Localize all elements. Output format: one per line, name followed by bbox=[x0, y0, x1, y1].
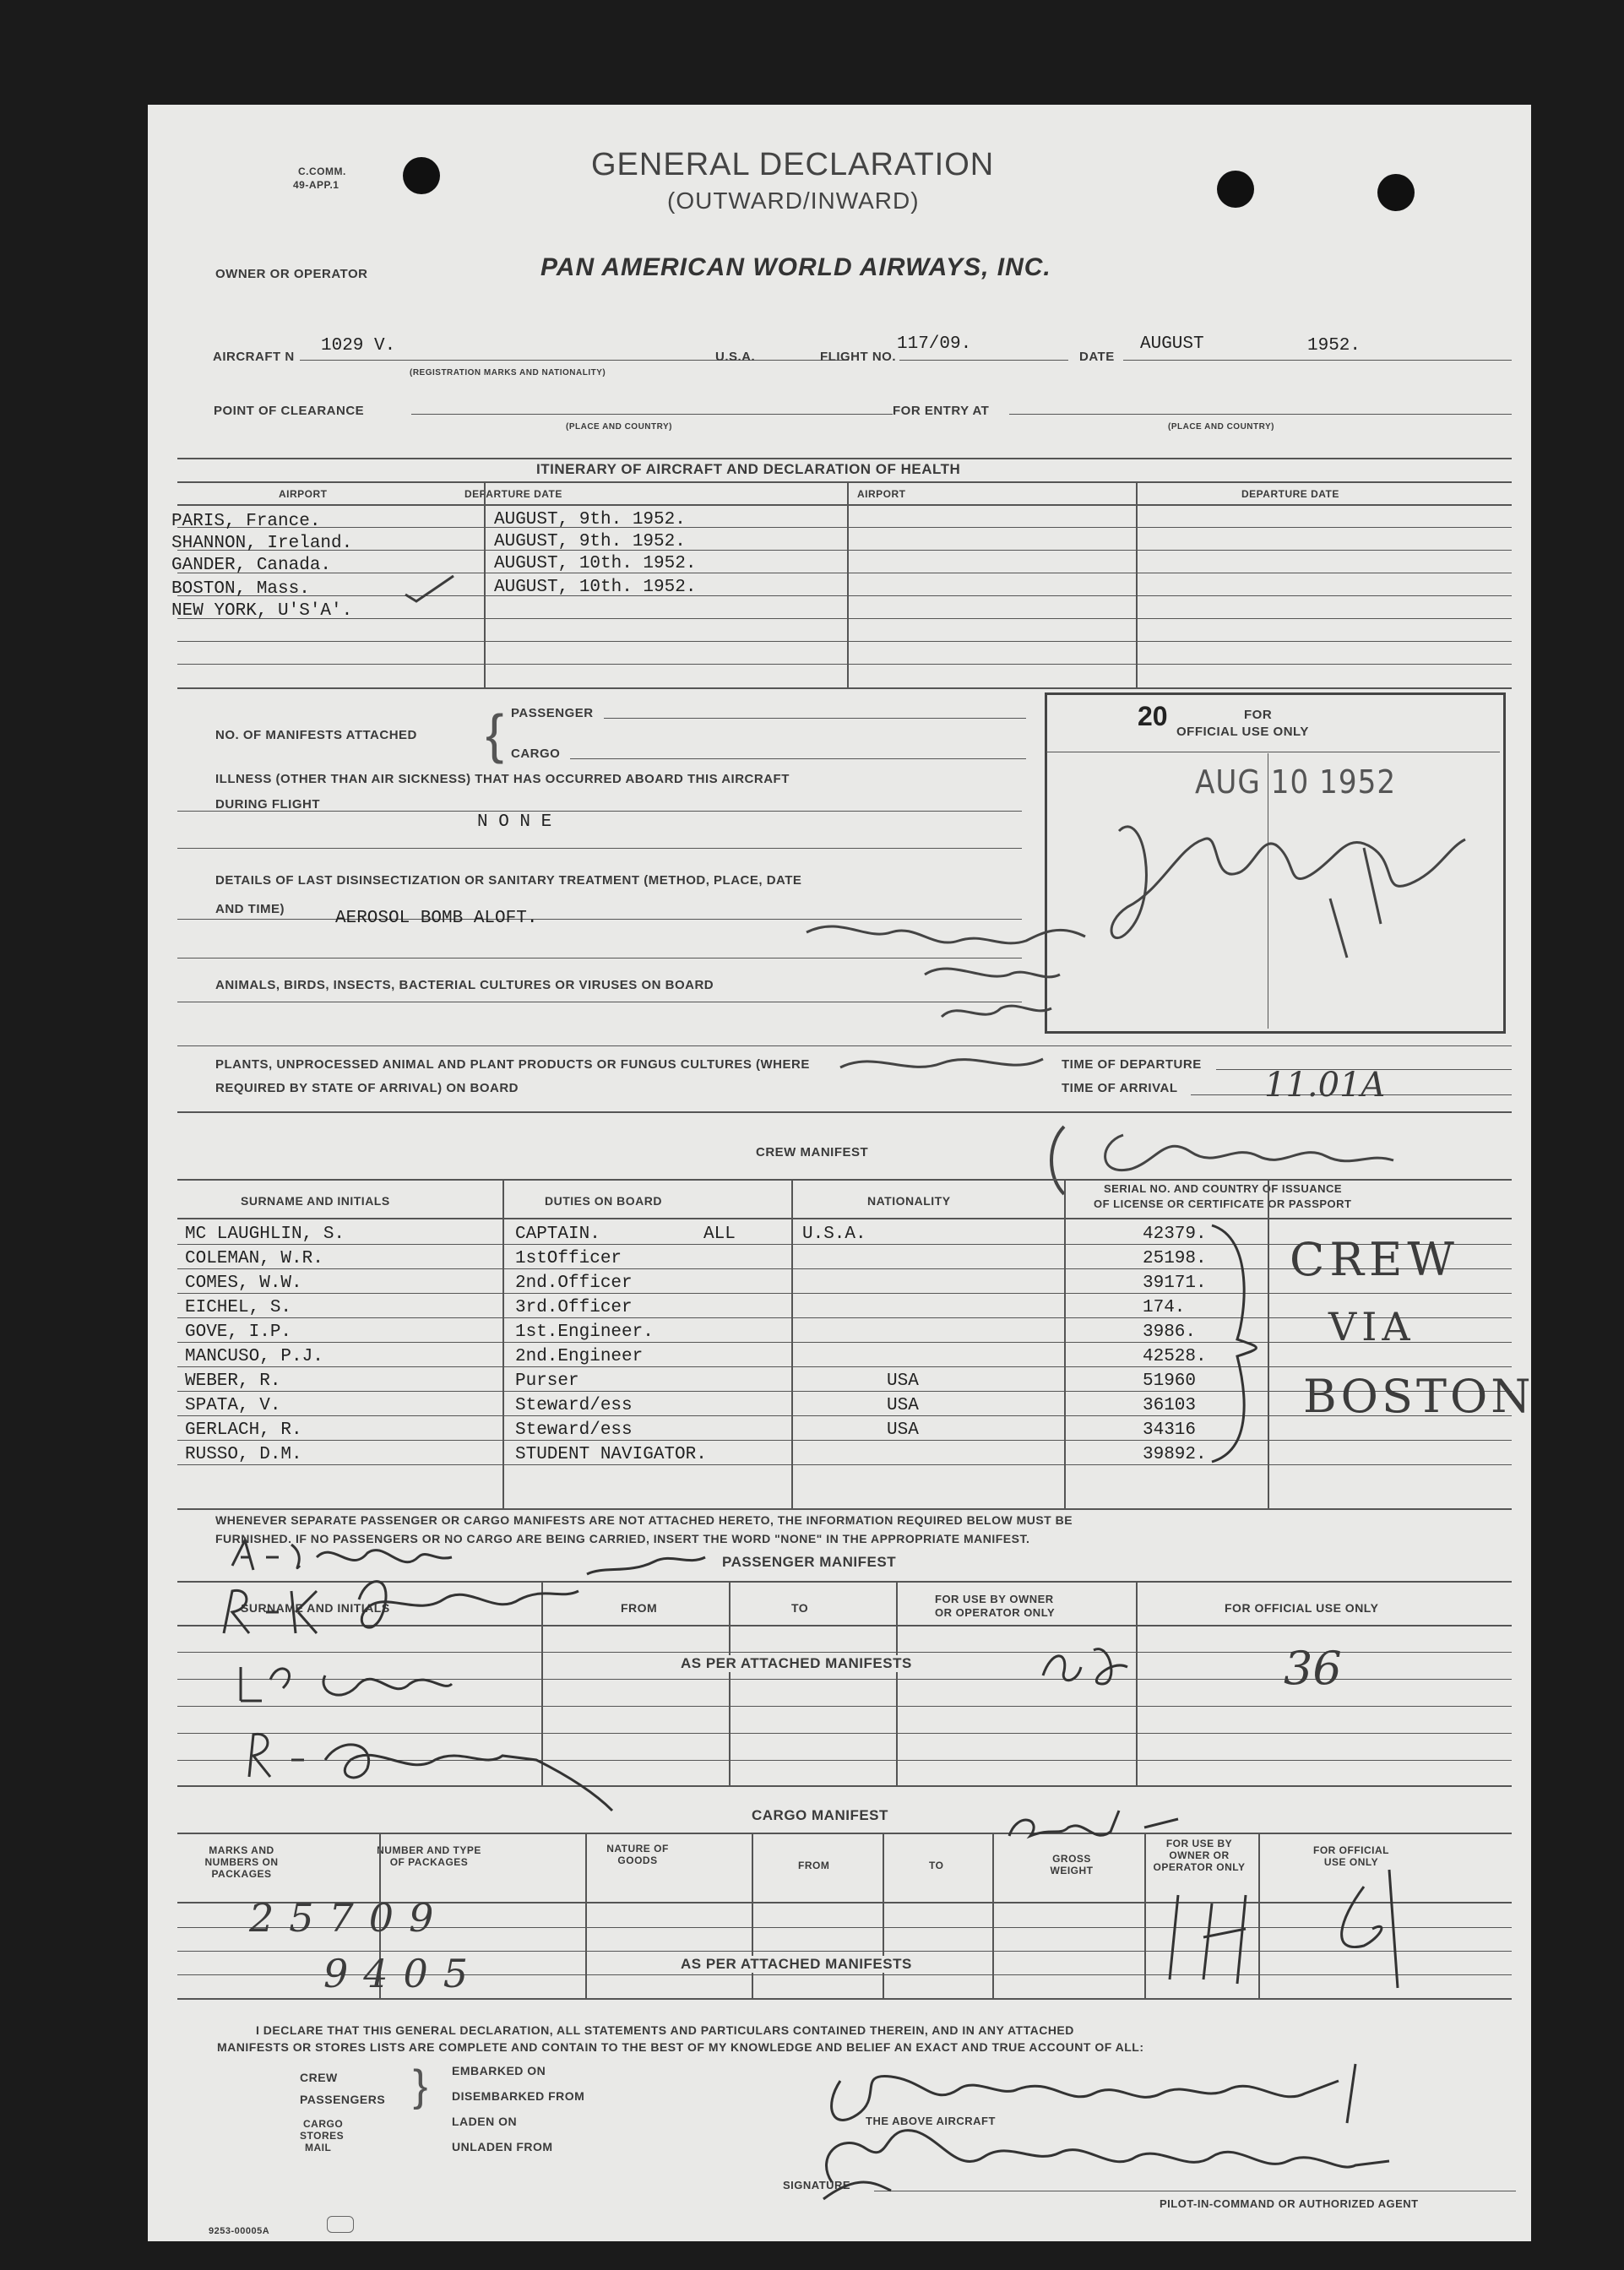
crew-row-7-duty: Purser bbox=[515, 1371, 579, 1391]
crew-row-8-serial: 36103 bbox=[1143, 1396, 1197, 1415]
time-arrival-value: 11.01A bbox=[1264, 1066, 1386, 1105]
handwritten-initials-health bbox=[790, 907, 1111, 1110]
crew-col-duties: DUTIES ON BOARD bbox=[545, 1194, 662, 1208]
laden-on-label: LADEN ON bbox=[452, 2115, 518, 2128]
declaration-brace: } bbox=[413, 2061, 428, 2110]
check-mark-icon bbox=[401, 571, 460, 605]
passenger-manifest-title: PASSENGER MANIFEST bbox=[722, 1554, 897, 1570]
itinerary-col-airport-2: AIRPORT bbox=[857, 488, 906, 500]
cargo-manifest-title: CARGO MANIFEST bbox=[752, 1807, 888, 1823]
crew-row-10-serial: 39892. bbox=[1143, 1445, 1207, 1464]
declaration-line2: MANIFESTS OR STORES LISTS ARE COMPLETE AND CONTAIN TO THE BEST OF MY KNOWLEDGE AND BELIEF AN EXACT AND TRUE ACCOUNT OF ALL: bbox=[217, 2040, 1144, 2054]
manifest-note-line2: FURNISHED. IF NO PASSENGERS OR NO CARGO ARE BEING CARRIED, INSERT THE WORD "NONE" IN THE APPROPRIATE MANIFEST. bbox=[215, 1532, 1030, 1545]
crew-row-10-duty: STUDENT NAVIGATOR. bbox=[515, 1445, 707, 1464]
crew-row-3-duty: 2nd.Officer bbox=[515, 1273, 633, 1293]
crew-row-10-name: RUSSO, D.M. bbox=[185, 1445, 302, 1464]
manifests-brace: { bbox=[486, 703, 504, 764]
nationality-value: U.S.A. bbox=[715, 350, 756, 364]
form-title: GENERAL DECLARATION bbox=[591, 147, 995, 182]
illness-label-line2: DURING FLIGHT bbox=[215, 797, 320, 812]
time-departure-label: TIME OF DEPARTURE bbox=[1062, 1057, 1202, 1072]
passenger-per-attached: AS PER ATTACHED MANIFESTS bbox=[676, 1655, 917, 1672]
disembarked-from-label: DISEMBARKED FROM bbox=[452, 2089, 585, 2103]
animals-label: ANIMALS, BIRDS, INSECTS, BACTERIAL CULTURES OR VIRUSES ON BOARD bbox=[215, 978, 714, 992]
manifests-attached-label: NO. OF MANIFESTS ATTACHED bbox=[215, 728, 417, 742]
passenger-col-from: FROM bbox=[621, 1601, 658, 1615]
itinerary-row-4-date: AUGUST, 10th. 1952. bbox=[494, 578, 697, 597]
form-code: 9253-00005A bbox=[209, 2226, 270, 2236]
crew-row-2-duty: 1stOfficer bbox=[515, 1249, 622, 1268]
handwritten-corrections bbox=[1030, 1110, 1486, 1211]
crew-via-note-line1: CREW bbox=[1290, 1233, 1459, 1286]
date-stamp: AUG 10 1952 bbox=[1195, 763, 1397, 801]
cargo-hand-line2: 9405 bbox=[323, 1951, 484, 1996]
official-signature bbox=[1094, 797, 1499, 1017]
owner-value: PAN AMERICAN WORLD AIRWAYS, INC. bbox=[540, 253, 1051, 281]
crew-via-note-line2: VIA bbox=[1328, 1304, 1415, 1350]
cargo-handwritten-marks bbox=[992, 1785, 1465, 1988]
illness-value: N O N E bbox=[477, 812, 552, 832]
owner-label: OWNER OR OPERATOR bbox=[215, 267, 368, 281]
crew-row-1-name: MC LAUGHLIN, S. bbox=[185, 1225, 345, 1244]
cargo-per-attached: AS PER ATTACHED MANIFESTS bbox=[676, 1956, 917, 1973]
crew-row-7-nationality: USA bbox=[887, 1371, 919, 1391]
registration-note: (REGISTRATION MARKS AND NATIONALITY) bbox=[410, 368, 606, 377]
above-aircraft-label: THE ABOVE AIRCRAFT bbox=[866, 2115, 996, 2127]
cargo-col-number: NUMBER AND TYPE OF PACKAGES bbox=[377, 1844, 481, 1868]
crew-col-serial-line1: SERIAL NO. AND COUNTRY OF ISSUANCE bbox=[1104, 1182, 1343, 1195]
aircraft-label: AIRCRAFT N bbox=[213, 350, 295, 364]
crew-row-1-duty: CAPTAIN. bbox=[515, 1225, 600, 1244]
cargo-col-from: FROM bbox=[798, 1860, 830, 1871]
declaration-stores-label: STORES bbox=[300, 2130, 345, 2142]
itinerary-col-airport: AIRPORT bbox=[279, 488, 328, 500]
flight-number-value: 117/09. bbox=[897, 334, 972, 354]
itinerary-col-departure: DEPARTURE DATE bbox=[464, 488, 562, 500]
passenger-col-owner-line2: OR OPERATOR ONLY bbox=[935, 1606, 1056, 1619]
passenger-handwritten-mark bbox=[1035, 1633, 1136, 1692]
clearance-label: POINT OF CLEARANCE bbox=[214, 404, 365, 418]
crew-row-2-name: COLEMAN, W.R. bbox=[185, 1249, 323, 1268]
illness-label-line1: ILLNESS (OTHER THAN AIR SICKNESS) THAT HAS OCCURRED ABOARD THIS AIRCRAFT bbox=[215, 772, 790, 786]
cargo-col-weight: GROSS WEIGHT bbox=[1050, 1853, 1094, 1876]
place-note-1: (PLACE AND COUNTRY) bbox=[566, 422, 672, 432]
cargo-col-owner: FOR USE BY OWNER OR OPERATOR ONLY bbox=[1153, 1838, 1246, 1873]
disinsectization-value: AEROSOL BOMB ALOFT. bbox=[335, 909, 538, 928]
crew-row-7-name: WEBER, R. bbox=[185, 1371, 281, 1391]
plants-label-line2: REQUIRED BY STATE OF ARRIVAL) ON BOARD bbox=[215, 1081, 519, 1095]
itinerary-row-3-date: AUGUST, 10th. 1952. bbox=[494, 554, 697, 573]
embarked-on-label: EMBARKED ON bbox=[452, 2064, 546, 2077]
disinsectization-label-line2: AND TIME) bbox=[215, 902, 285, 916]
form-reference-2: 49-APP.1 bbox=[293, 179, 339, 191]
form-reference-1: C.COMM. bbox=[298, 166, 346, 177]
crew-row-4-name: EICHEL, S. bbox=[185, 1298, 292, 1317]
punch-hole-3 bbox=[1377, 174, 1415, 211]
pilot-signature bbox=[807, 2055, 1516, 2208]
crew-row-8-name: SPATA, V. bbox=[185, 1396, 281, 1415]
crew-row-4-serial: 174. bbox=[1143, 1298, 1186, 1317]
itinerary-row-2-airport: SHANNON, Ireland. bbox=[171, 534, 353, 553]
date-year-value: 1952. bbox=[1307, 336, 1361, 356]
cargo-col-nature: NATURE OF GOODS bbox=[606, 1843, 669, 1866]
declaration-passengers-label: PASSENGERS bbox=[300, 2093, 386, 2106]
passenger-col-owner-line1: FOR USE BY OWNER bbox=[935, 1593, 1054, 1605]
cargo-col-official: FOR OFFICIAL USE ONLY bbox=[1313, 1844, 1389, 1868]
passenger-handwritten-names bbox=[198, 1523, 840, 1827]
manifest-note-line1: WHENEVER SEPARATE PASSENGER OR CARGO MANIFESTS ARE NOT ATTACHED HERETO, THE INFORMATION REQUIRED BELOW MUST BE bbox=[215, 1513, 1073, 1527]
passenger-official-count: 36 bbox=[1284, 1642, 1342, 1695]
itinerary-row-2-date: AUGUST, 9th. 1952. bbox=[494, 532, 686, 551]
crew-row-1-serial: 42379. bbox=[1143, 1225, 1207, 1244]
printer-mark bbox=[327, 2216, 354, 2233]
crew-brace bbox=[1203, 1221, 1271, 1466]
crew-col-nationality: NATIONALITY bbox=[867, 1194, 951, 1208]
disinsectization-label-line1: DETAILS OF LAST DISINSECTIZATION OR SANITARY TREATMENT (METHOD, PLACE, DATE bbox=[215, 873, 802, 888]
crew-row-7-serial: 51960 bbox=[1143, 1371, 1197, 1391]
declaration-crew-label: CREW bbox=[300, 2071, 338, 2084]
place-note-2: (PLACE AND COUNTRY) bbox=[1168, 422, 1274, 432]
crew-row-6-duty: 2nd.Engineer bbox=[515, 1347, 644, 1366]
crew-row-2-serial: 25198. bbox=[1143, 1249, 1207, 1268]
itinerary-row-3-airport: GANDER, Canada. bbox=[171, 556, 332, 575]
declaration-form-sheet bbox=[148, 105, 1534, 2241]
crew-via-note-line3: BOSTON bbox=[1303, 1370, 1534, 1423]
crew-row-5-duty: 1st.Engineer. bbox=[515, 1322, 654, 1342]
passenger-col-official: FOR OFFICIAL USE ONLY bbox=[1225, 1601, 1379, 1615]
itinerary-row-5-airport: NEW YORK, U'S'A'. bbox=[171, 601, 353, 621]
declaration-line1: I DECLARE THAT THIS GENERAL DECLARATION, ALL STATEMENTS AND PARTICULARS CONTAINED THEREIN, AND IN ANY ATTACHED bbox=[256, 2023, 1074, 2037]
punch-hole-2 bbox=[1217, 171, 1254, 208]
crew-row-8-duty: Steward/ess bbox=[515, 1396, 633, 1415]
crew-row-3-serial: 39171. bbox=[1143, 1273, 1207, 1293]
aircraft-registration-value: 1029 V. bbox=[321, 336, 396, 356]
cargo-col-to: TO bbox=[929, 1860, 944, 1871]
passenger-manifest-count-label: PASSENGER bbox=[511, 706, 594, 720]
crew-row-3-name: COMES, W.W. bbox=[185, 1273, 302, 1293]
itinerary-col-departure-2: DEPARTURE DATE bbox=[1241, 488, 1339, 500]
crew-row-4-duty: 3rd.Officer bbox=[515, 1298, 633, 1317]
crew-row-1-extra: ALL bbox=[703, 1225, 736, 1244]
crew-row-8-nationality: USA bbox=[887, 1396, 919, 1415]
itinerary-row-4-airport: BOSTON, Mass. bbox=[171, 579, 310, 599]
passenger-col-name: SURNAME AND INITIALS bbox=[241, 1601, 390, 1615]
date-label: DATE bbox=[1079, 350, 1115, 364]
official-box-label-line2: OFFICIAL USE ONLY bbox=[1176, 725, 1309, 739]
flight-label: FLIGHT NO. bbox=[820, 350, 896, 364]
crew-row-1-nationality: U.S.A. bbox=[802, 1225, 866, 1244]
crew-col-serial-line2: OF LICENSE OR CERTIFICATE OR PASSPORT bbox=[1094, 1197, 1352, 1210]
crew-row-5-name: GOVE, I.P. bbox=[185, 1322, 292, 1342]
form-subtitle: (OUTWARD/INWARD) bbox=[667, 187, 920, 214]
official-box-number: 20 bbox=[1138, 701, 1168, 731]
official-box-label-line1: FOR bbox=[1244, 708, 1273, 722]
declaration-cargo-label: CARGO bbox=[303, 2118, 344, 2130]
date-month-value: AUGUST bbox=[1140, 334, 1204, 354]
unladen-from-label: UNLADEN FROM bbox=[452, 2140, 553, 2153]
crew-row-6-serial: 42528. bbox=[1143, 1347, 1207, 1366]
crew-row-6-name: MANCUSO, P.J. bbox=[185, 1347, 323, 1366]
passenger-col-to: TO bbox=[791, 1601, 809, 1615]
entry-label: FOR ENTRY AT bbox=[893, 404, 990, 418]
itinerary-row-1-airport: PARIS, France. bbox=[171, 512, 321, 531]
crew-row-9-name: GERLACH, R. bbox=[185, 1420, 302, 1440]
crew-row-5-serial: 3986. bbox=[1143, 1322, 1197, 1342]
pilot-label: PILOT-IN-COMMAND OR AUTHORIZED AGENT bbox=[1160, 2197, 1419, 2210]
time-arrival-label: TIME OF ARRIVAL bbox=[1062, 1081, 1178, 1095]
plants-label-line1: PLANTS, UNPROCESSED ANIMAL AND PLANT PRODUCTS OR FUNGUS CULTURES (WHERE bbox=[215, 1057, 810, 1072]
cargo-manifest-count-label: CARGO bbox=[511, 747, 561, 761]
declaration-mail-label: MAIL bbox=[305, 2142, 332, 2153]
cargo-col-marks: MARKS AND NUMBERS ON PACKAGES bbox=[204, 1844, 279, 1880]
crew-manifest-title: CREW MANIFEST bbox=[756, 1145, 869, 1159]
crew-row-9-serial: 34316 bbox=[1143, 1420, 1197, 1440]
itinerary-title: ITINERARY OF AIRCRAFT AND DECLARATION OF HEALTH bbox=[536, 461, 961, 477]
itinerary-row-1-date: AUGUST, 9th. 1952. bbox=[494, 510, 686, 529]
crew-row-9-nationality: USA bbox=[887, 1420, 919, 1440]
punch-hole-1 bbox=[403, 157, 440, 194]
signature-label: SIGNATURE bbox=[783, 2179, 851, 2191]
crew-col-name: SURNAME AND INITIALS bbox=[241, 1194, 390, 1208]
crew-row-9-duty: Steward/ess bbox=[515, 1420, 633, 1440]
cargo-hand-line1: 25709 bbox=[249, 1895, 449, 1941]
